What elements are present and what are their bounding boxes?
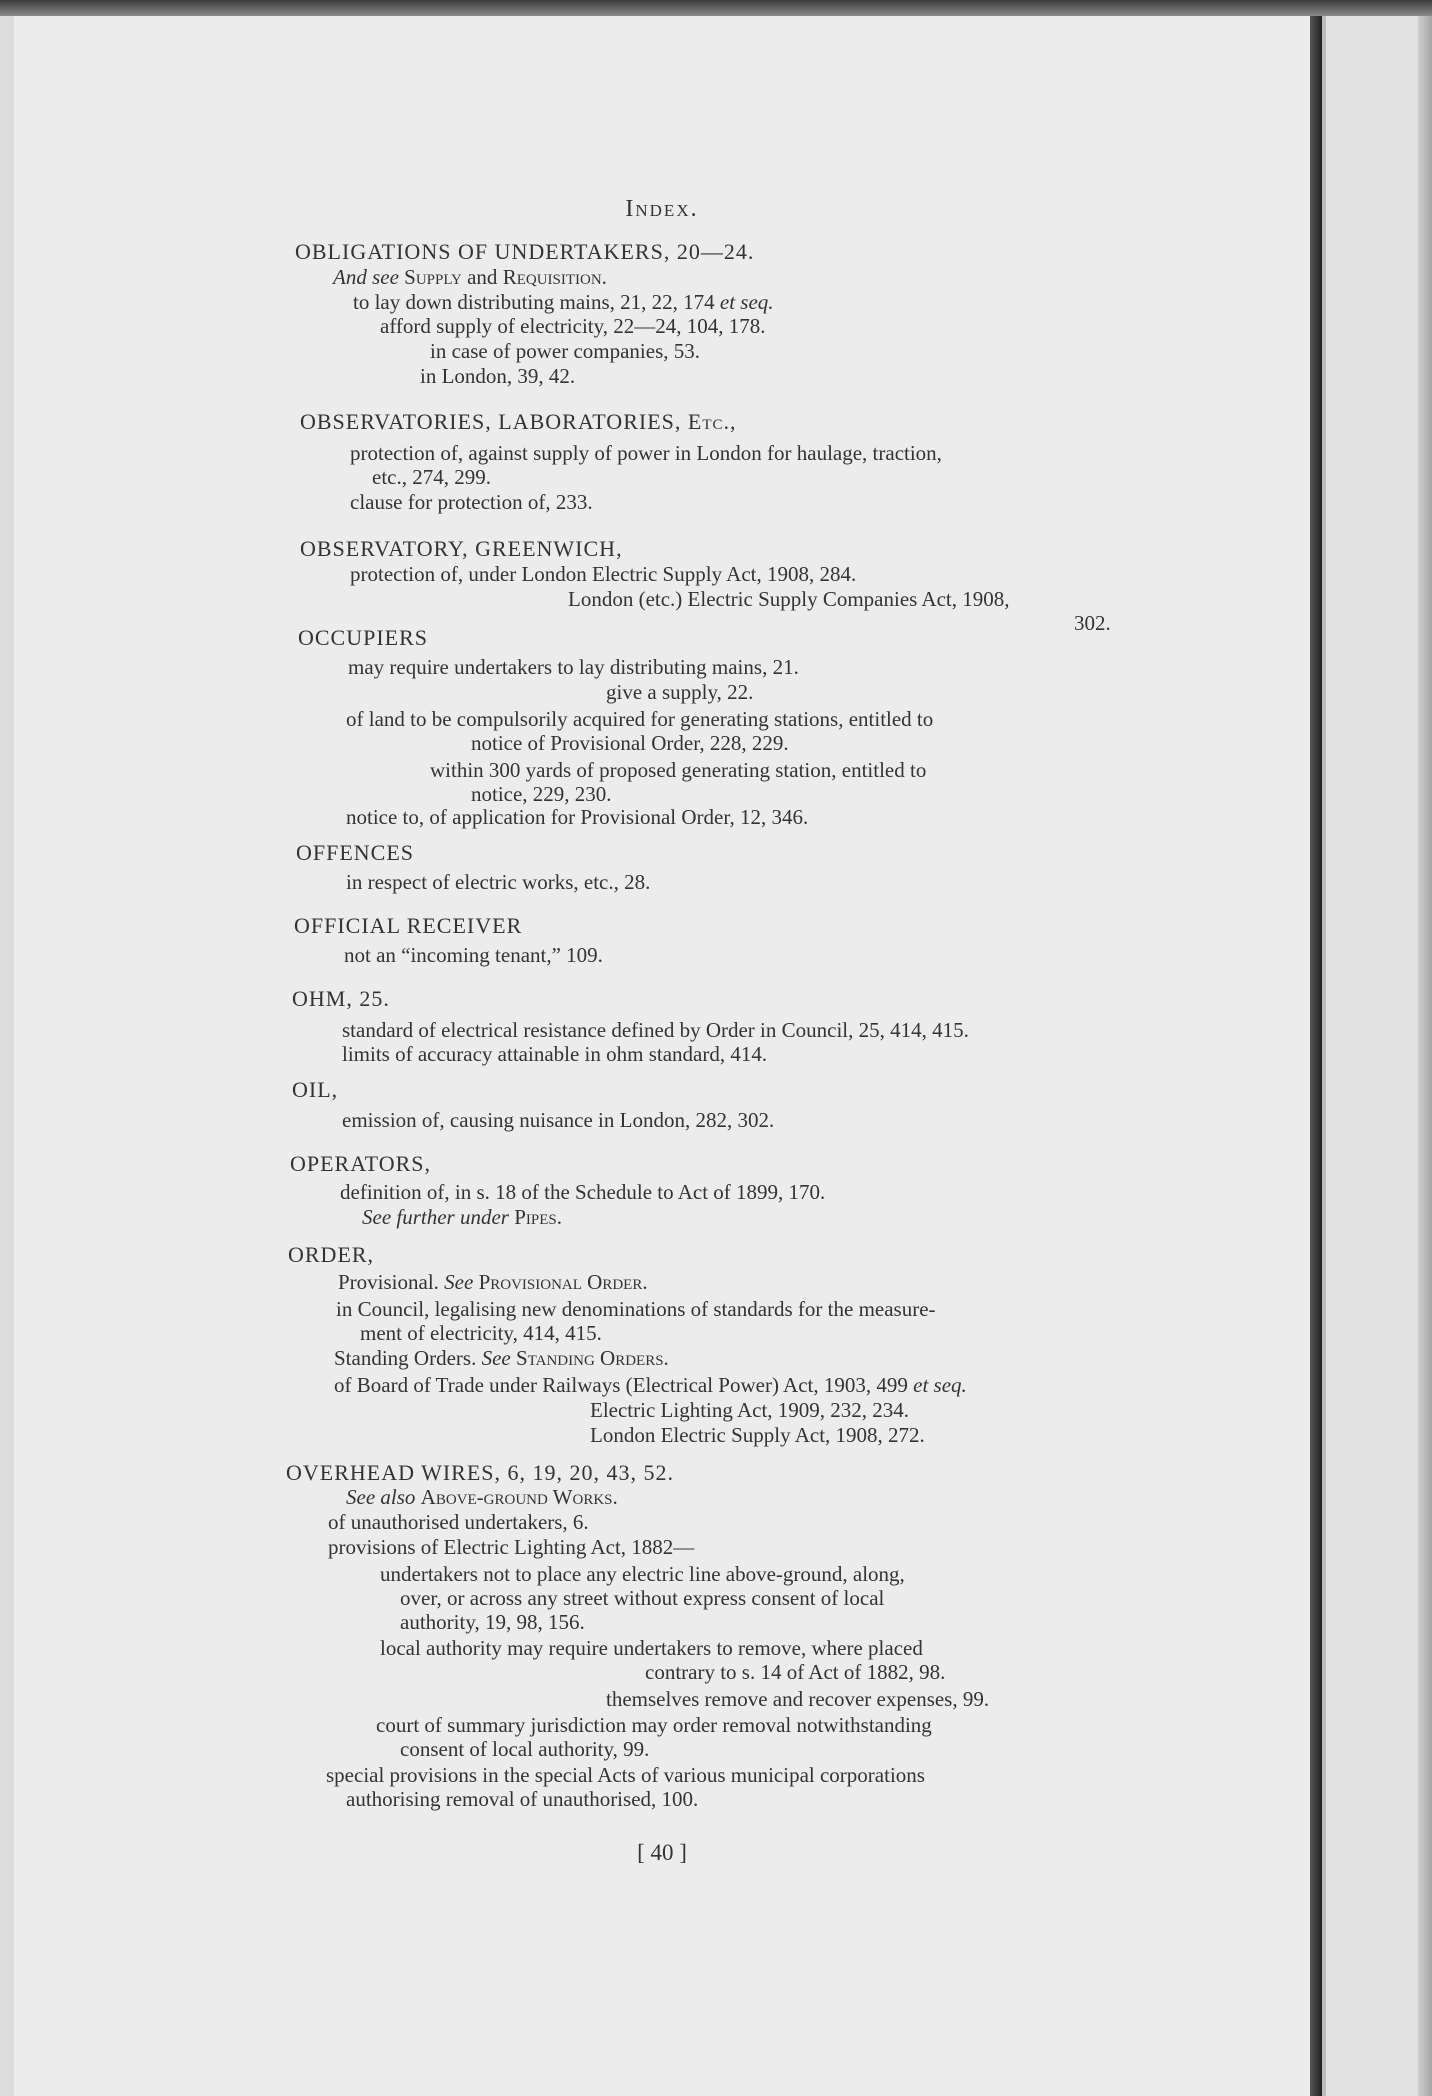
index-heading — [292, 1078, 338, 1102]
entry-text: et seq. — [719, 290, 774, 314]
entry-text: of unauthorised undertakers, 6. — [328, 1510, 589, 1534]
entry-text: authority, 19, 98, 156. — [400, 1610, 585, 1634]
index-heading — [290, 1152, 431, 1176]
entry-text: 302. — [1074, 611, 1111, 635]
entry-text: OPERATORS, — [290, 1151, 432, 1176]
entry-text: London Electric Supply Act, 1908, 272. — [590, 1423, 925, 1447]
entry-text: protection of, under London Electric Supply Act, 1908, 284. — [350, 562, 857, 586]
entry-text: and — [461, 265, 503, 289]
entry-text: of Board of Trade under Railways (Electrical Power) Act, 1903, 499 — [334, 1373, 914, 1397]
index-subentry — [400, 1737, 649, 1761]
entry-text: notice of Provisional Order, 228, 229. — [471, 731, 789, 755]
entry-text: Standing Orders. — [334, 1346, 482, 1370]
index-subentry — [346, 707, 933, 731]
index-subentry — [420, 364, 575, 388]
index-subentry — [348, 655, 799, 679]
entry-text: give a supply, 22. — [606, 680, 754, 704]
entry-text: over, or across any street without express consent of local — [400, 1586, 885, 1610]
entry-text: special provisions in the special Acts of various municipal corporations — [326, 1763, 925, 1787]
entry-text: court of summary jurisdiction may order removal notwithstanding — [376, 1713, 932, 1737]
entry-text: ment of electricity, 414, 415. — [360, 1321, 602, 1345]
entry-text: Pipes. — [514, 1205, 563, 1229]
index-subentry — [606, 1687, 989, 1711]
entry-text: OFFENCES — [296, 840, 415, 865]
entry-text: not an “incoming tenant,” 109. — [344, 943, 603, 967]
entry-text: Requisition. — [502, 265, 607, 289]
entry-text: See — [444, 1270, 474, 1294]
entry-text: limits of accuracy attainable in ohm standard, 414. — [342, 1042, 768, 1066]
index-subentry — [340, 1180, 825, 1204]
entry-text: local authority may require undertakers to remove, where placed — [380, 1636, 923, 1660]
entry-text: undertakers not to place any electric line above-ground, along, — [380, 1562, 905, 1586]
entry-text: OBSERVATORY, GREENWICH, — [300, 536, 623, 561]
entry-text: in Council, legalising new denominations of standards for the measure- — [336, 1297, 936, 1321]
entry-text: OVERHEAD WIRES, 6, 19, 20, 43, 52. — [286, 1460, 675, 1485]
facing-page-edge — [1322, 16, 1432, 2096]
index-subentry — [353, 290, 774, 314]
entry-text: standard of electrical resistance defined by Order in Council, 25, 414, 415. — [342, 1018, 969, 1042]
index-subentry — [342, 1018, 969, 1042]
entry-text: Above-ground Works. — [420, 1485, 618, 1509]
index-subentry — [326, 1763, 925, 1787]
entry-text: contrary to s. 14 of Act of 1882, 98. — [645, 1660, 946, 1684]
entry-text: Standing Orders. — [515, 1346, 669, 1370]
index-subentry — [400, 1610, 585, 1634]
entry-text: Etc., — [687, 409, 737, 434]
entry-text: See also — [346, 1485, 416, 1509]
entry-text: to lay down distributing mains, 21, 22, 174 — [353, 290, 720, 314]
index-subentry — [590, 1423, 925, 1447]
page-number: [ 40 ] — [637, 1840, 687, 1865]
book-gutter — [1310, 16, 1322, 2096]
index-subentry — [328, 1535, 694, 1559]
index-subentry — [338, 1270, 648, 1294]
entry-text: Electric Lighting Act, 1909, 232, 234. — [590, 1398, 910, 1422]
index-heading — [292, 987, 390, 1011]
entry-text: Provisional Order. — [478, 1270, 648, 1294]
index-heading — [300, 537, 623, 561]
index-subentry — [328, 1510, 589, 1534]
entry-text: authorising removal of unauthorised, 100. — [346, 1787, 699, 1811]
index-heading — [298, 626, 428, 650]
entry-text: emission of, causing nuisance in London, 282, 302. — [342, 1108, 775, 1132]
index-heading — [296, 841, 414, 865]
entry-text: See further under — [362, 1205, 509, 1229]
index-subentry — [333, 265, 607, 289]
index-subentry — [380, 1562, 905, 1586]
index-subentry — [376, 1713, 932, 1737]
index-subentry — [372, 465, 491, 489]
entry-text: definition of, in s. 18 of the Schedule to Act of 1899, 170. — [340, 1180, 826, 1204]
entry-text: OCCUPIERS — [298, 625, 429, 650]
index-subentry — [471, 731, 789, 755]
index-heading — [294, 914, 522, 938]
index-subentry — [344, 943, 603, 967]
entry-text: See — [481, 1346, 511, 1370]
index-subentry — [350, 562, 856, 586]
entry-text: provisions of Electric Lighting Act, 1882— — [328, 1535, 695, 1559]
entry-text: notice, 229, 230. — [471, 782, 612, 806]
entry-text: ORDER, — [288, 1242, 375, 1267]
index-subentry — [346, 805, 808, 829]
entry-text: Provisional. — [338, 1270, 445, 1294]
index-subentry — [334, 1373, 967, 1397]
index-subentry — [590, 1398, 909, 1422]
entry-text: etc., 274, 299. — [372, 465, 491, 489]
entry-text: of land to be compulsorily acquired for generating stations, entitled to — [346, 707, 934, 731]
index-subentry — [350, 490, 593, 514]
entry-text: afford supply of electricity, 22—24, 104, 178. — [380, 314, 766, 338]
index-heading — [288, 1243, 374, 1267]
index-subentry — [342, 1108, 774, 1132]
index-subentry — [346, 1485, 618, 1509]
entry-text: in respect of electric works, etc., 28. — [346, 870, 651, 894]
index-subentry — [568, 587, 1010, 611]
index-heading — [300, 410, 736, 434]
index-subentry — [400, 1586, 884, 1610]
entry-text: OFFICIAL RECEIVER — [294, 913, 523, 938]
index-subentry — [342, 1042, 767, 1066]
index-subentry — [430, 758, 926, 782]
entry-text: Supply — [404, 265, 462, 289]
index-subentry — [606, 680, 753, 704]
index-subentry — [350, 441, 942, 465]
entry-text: themselves remove and recover expenses, 99. — [606, 1687, 990, 1711]
entry-text: protection of, against supply of power in London for haulage, traction, — [350, 441, 942, 465]
entry-text: OBLIGATIONS OF UNDERTAKERS, 20—24. — [295, 239, 755, 264]
entry-text: may require undertakers to lay distributing mains, 21. — [348, 655, 799, 679]
index-subentry — [1074, 611, 1111, 635]
index-page — [14, 16, 1310, 2096]
index-heading — [286, 1461, 674, 1485]
page-header: Index. — [625, 196, 699, 222]
index-subentry — [346, 870, 650, 894]
entry-text: And see — [333, 265, 399, 289]
entry-text: within 300 yards of proposed generating station, entitled to — [430, 758, 927, 782]
entry-text: OBSERVATORIES, LABORATORIES, — [300, 409, 688, 434]
index-subentry — [380, 1636, 923, 1660]
entry-text: et seq. — [913, 1373, 967, 1397]
entry-text: OIL, — [292, 1077, 339, 1102]
book-top-edge — [0, 0, 1432, 16]
entry-text: London (etc.) Electric Supply Companies Act, 1908, — [568, 587, 1010, 611]
index-subentry — [430, 339, 700, 363]
index-subentry — [380, 314, 766, 338]
index-subentry — [336, 1297, 936, 1321]
entry-text: consent of local authority, 99. — [400, 1737, 650, 1761]
index-subentry — [346, 1787, 698, 1811]
index-subentry — [360, 1321, 602, 1345]
index-subentry — [362, 1205, 562, 1229]
entry-text: notice to, of application for Provisional Order, 12, 346. — [346, 805, 809, 829]
entry-text: in London, 39, 42. — [420, 364, 576, 388]
index-subentry — [645, 1660, 945, 1684]
index-subentry — [471, 782, 612, 806]
page-stack-edge — [1418, 16, 1432, 2096]
index-subentry — [334, 1346, 669, 1370]
index-heading — [295, 240, 754, 264]
entry-text: clause for protection of, 233. — [350, 490, 593, 514]
entry-text: in case of power companies, 53. — [430, 339, 700, 363]
entry-text: OHM, 25. — [292, 986, 390, 1011]
